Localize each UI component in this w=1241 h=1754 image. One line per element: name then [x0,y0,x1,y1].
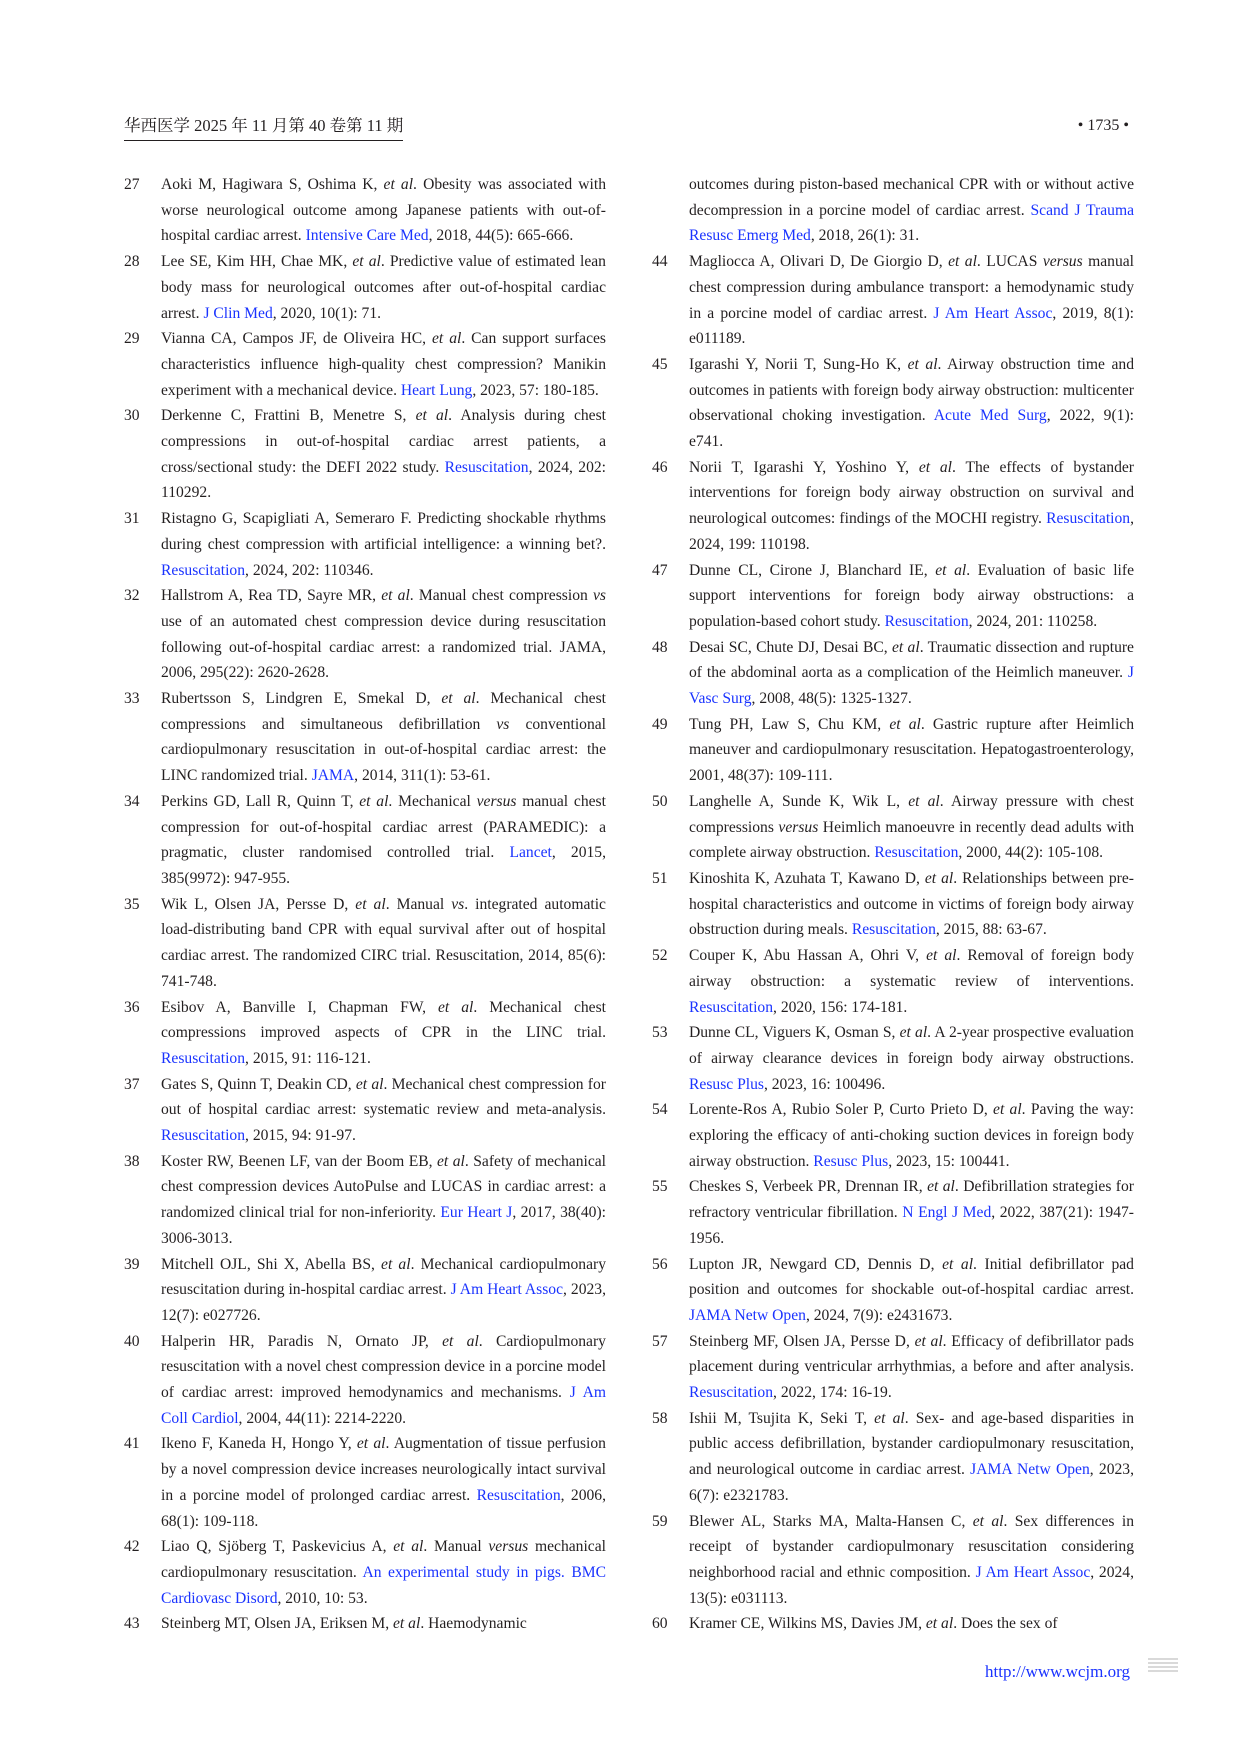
reference-number: 39 [124,1255,140,1273]
citation-text: . Safety of mechanical chest compression devices AutoPulse and LUCAS in cardiac arrest: a randomized clinical trial for non-inferiority. [161,1152,606,1222]
reference-item [652,1097,1134,1174]
citation-text: . Manual [423,1538,489,1556]
journal-link[interactable]: Resuscitation [161,561,246,579]
reference-item [652,943,1134,1020]
citation-text: Ristagno G, Scapigliati A, Semeraro F. Predicting shockable rhythms during chest compression with artificial intelligence: a winning bet?. [161,510,606,553]
journal-link[interactable]: Resuscitation [476,1486,561,1504]
citation-text: Lorente-Ros A, Rubio Soler P, Curto Prieto D, [689,1101,994,1119]
citation-text: Mitchell OJL, Shi X, Abella BS, [161,1255,382,1273]
citation-text: , 2023, 6(7): e2321783. [689,1461,1134,1504]
journal-link[interactable]: J Clin Med [203,304,273,322]
reference-number: 28 [124,253,140,271]
citation-text: . Removal of foreign body airway obstruction: a systematic review of interventions. [689,947,1135,990]
citation-text: , 2024, 7(9): e2431673. [805,1306,953,1324]
reference-text [161,506,606,583]
reference-number: 43 [124,1615,140,1633]
citation-text: Vianna CA, Campos JF, de Oliveira HC, [161,330,433,348]
reference-text [689,1252,1134,1329]
citation-text: . Efficacy of defibrillator pads placement during ventricular arrhythmias, a before and after analysis. [689,1332,1134,1376]
reference-number: 50 [652,792,668,810]
italic-text: et al [381,587,410,605]
citation-text: . Cardiopulmonary resuscitation with a novel chest compression device in a porcine model of cardiac arrest: improved hemodynamics and mechanisms. [161,1332,606,1402]
journal-link[interactable]: Eur Heart J [440,1204,513,1222]
citation-text: Aoki M, Hagiwara S, Oshima K, [161,176,384,193]
reference-number: 52 [652,947,668,965]
citation-text: , 2022, 9(1): e741. [689,407,1134,451]
reference-item [124,995,606,1072]
journal-link[interactable]: J Am Coll Cardiol [161,1384,607,1427]
journal-link[interactable]: Resuscitation [884,612,969,630]
citation-text: , 2015, 88: 63-67. [935,921,1047,939]
italic-text: et al [355,895,386,913]
page-number: • 1735 • [1077,117,1129,134]
reference-number: 59 [652,1512,668,1530]
reference-number: 34 [124,792,140,810]
citation-text: , 2022, 387(21): 1947-1956. [689,1204,1135,1247]
reference-column-right [652,172,1134,1637]
italic-text: et al [442,1332,479,1350]
journal-link[interactable]: Resuscitation [874,844,959,862]
reference-number: 56 [652,1255,668,1273]
italic-text: et al [352,253,381,271]
italic-text: et al [935,561,967,579]
reference-text [161,1072,606,1149]
italic-text: versus [778,818,819,836]
citation-text: , 2023, 16: 100496. [763,1075,886,1093]
reference-number: 55 [652,1178,668,1196]
citation-text: . Defibrillation strategies for refractory ventricular fibrillation. [689,1178,1134,1222]
journal-link[interactable]: Resuscitation [851,921,936,939]
italic-text: et al [356,1435,386,1453]
citation-text: . Paving the way: exploring the efficacy of anti-choking suction devices in foreign body airway obstruction. [689,1101,1134,1170]
citation-text: , 2023, 57: 180-185. [472,381,599,399]
citation-text: . Mechanical chest compressions improved aspects of CPR in the LINC trial. [161,998,606,1042]
reference-text [689,1509,1134,1612]
italic-text: et al [948,253,977,271]
italic-text: et al [914,1332,943,1350]
citation-text: Norii T, Igarashi Y, Yoshino Y, [689,458,919,476]
citation-text: Dunne CL, Viguers K, Osman S, [689,1024,900,1042]
reference-text [161,1252,606,1329]
journal-link[interactable]: JAMA [311,767,355,785]
reference-number: 27 [124,176,140,193]
reference-number: 36 [124,998,140,1016]
journal-link[interactable]: Heart Lung [400,381,473,399]
citation-text: manual chest compression for out-of-hospital cardiac arrest (PARAMEDIC): a pragmatic, cluster randomised controlled trial. [161,792,606,862]
reference-number: 29 [124,330,140,348]
citation-text: manual chest compression during ambulance transport: a hemodynamic study in a porcine model of cardiac arrest. [689,253,1135,322]
journal-link[interactable]: Resuscitation [161,1049,246,1067]
reference-item [124,583,606,686]
reference-text [161,1149,606,1252]
reference-item [124,789,606,892]
citation-text: . Relationships between pre-hospital characteristics and outcome in victims of foreign body airway obstruction during meals. [689,869,1134,939]
reference-number: 57 [652,1332,668,1350]
reference-item [124,172,606,249]
journal-logo-icon [1148,1658,1178,1676]
italic-text: et al [907,355,938,373]
citation-text: , 2023, 12(7): e027726. [161,1281,606,1324]
reference-item [124,249,606,326]
citation-text: . Analysis during chest compressions in out-of-hospital cardiac arrest patients, a cross/sectional study: the DEFI 2022 study. [161,407,606,476]
reference-text [689,1406,1134,1509]
reference-item [652,712,1134,789]
reference-number: 30 [124,407,140,425]
citation-text: Steinberg MT, Olsen JA, Eriksen M, [161,1615,394,1633]
citation-text: . Obesity was associated with worse neurological outcome among Japanese patients with out-of-hospital cardiac arrest. [161,176,606,245]
citation-text: , 2018, 44(5): 665-666. [428,227,574,245]
page-header [124,114,1129,142]
reference-item [124,1611,606,1637]
citation-text: , 2015, 91: 116-121. [245,1049,371,1067]
citation-text: . Manual [385,895,452,913]
journal-link[interactable]: N Engl J Med [902,1204,992,1222]
citation-text: Magliocca A, Olivari D, De Giorgio D, [689,253,949,271]
journal-link[interactable]: Scand J Trauma Resusc Emerg Med [689,201,1134,245]
reference-text [689,1611,1134,1637]
citation-text: Steinberg MF, Olsen JA, Persse D, [689,1332,915,1350]
journal-link[interactable]: Resuscitation [689,998,774,1016]
reference-number: 38 [124,1152,140,1170]
reference-number: 51 [652,869,668,887]
italic-text: versus [1042,253,1083,271]
citation-text: , 2004, 44(11): 2214-2220. [238,1409,407,1427]
citation-text: Couper K, Abu Hassan A, Ohri V, [689,947,927,965]
reference-text [161,249,606,326]
citation-text: . Predictive value of estimated lean body mass for neurological outcomes after out-of-hospital cardiac arrest. [161,253,606,322]
citation-text: . Airway pressure with chest compressions [689,792,1134,836]
italic-text: et al [393,1538,424,1556]
reference-text [161,1431,606,1534]
reference-number: 54 [652,1101,668,1119]
reference-item [652,1509,1134,1612]
reference-number: 53 [652,1024,668,1042]
reference-item [124,1149,606,1252]
journal-link[interactable]: J Am Heart Assoc [975,1563,1091,1581]
reference-item [652,1406,1134,1509]
italic-text: versus [476,792,517,810]
citation-text: Langhelle A, Sunde K, Wik L, [689,792,909,810]
italic-text: et al [393,1615,421,1633]
citation-text: , 2023, 15: 100441. [888,1152,1010,1170]
citation-text: . Airway obstruction time and outcomes in patients with foreign body airway obstruction: multicenter observational choking investigation. [689,355,1134,425]
citation-text: Koster RW, Beenen LF, van der Boom EB, [161,1152,438,1170]
journal-url-link[interactable]: http://www.wcjm.org [985,1662,1130,1681]
reference-text [161,789,606,892]
reference-item [652,1329,1134,1406]
citation-text: . A 2-year prospective evaluation of airway clearance devices in foreign body airway obstructions. [689,1024,1134,1067]
reference-text [161,403,606,506]
reference-column-left [124,172,606,1637]
citation-text: . Sex- and age-based disparities in public access defibrillation, bystander cardiopulmonary resuscitation, and neurological outcome in cardiac arrest. [689,1409,1134,1479]
journal-link[interactable]: J Am Heart Assoc [450,1281,564,1299]
reference-text [161,326,606,403]
reference-number: 42 [124,1538,140,1556]
reference-number: 33 [124,690,140,708]
reference-item [652,1252,1134,1329]
citation-text: , 2014, 311(1): 53-61. [354,767,491,785]
journal-link[interactable]: JAMA Netw Open [970,1461,1090,1479]
reference-item [652,1611,1134,1637]
reference-number: 48 [652,638,668,656]
italic-text: et al [908,792,940,810]
reference-number: 35 [124,895,140,913]
journal-info: 华西医学 2025 年 11 月第 40 卷第 11 期 [124,114,403,141]
italic-text: et al [926,947,957,965]
italic-text: et al [441,690,476,708]
citation-text: outcomes during piston-based mechanical CPR with or without active decompression in a porcine model of cardiac arrest. [689,176,1134,219]
italic-text: et al [874,1409,905,1427]
reference-text [161,172,606,249]
citation-text: mechanical cardiopulmonary resuscitation. [161,1538,606,1581]
citation-text: , 2008, 48(5): 1325-1327. [751,690,912,708]
italic-text: et al [925,1615,954,1633]
reference-text [689,352,1134,455]
reference-item [652,866,1134,943]
reference-text [161,995,606,1072]
citation-text: , 2024, 201: 110258. [968,612,1098,630]
reference-item [124,1329,606,1432]
reference-number: 45 [652,355,668,373]
citation-text: , 2024, 202: 110292. [161,458,606,502]
citation-text: conventional cardiopulmonary resuscitation in out-of-hospital cardiac arrest: the LINC randomized trial. [161,715,607,785]
reference-text [161,1611,606,1637]
journal-link[interactable]: Resuscitation [161,1127,246,1145]
citation-text: . Sex differences in receipt of bystander cardiopulmonary resuscitation considering neighborhood racial and ethnic composition. [689,1512,1134,1581]
reference-text [689,249,1134,352]
citation-text: , 2024, 199: 110198. [689,510,1134,553]
journal-link[interactable]: Acute Med Surg [933,407,1047,425]
citation-text: , 2020, 10(1): 71. [272,304,382,322]
reference-text [689,1174,1134,1251]
reference-number: 40 [124,1332,140,1350]
citation-text: Gates S, Quinn T, Deakin CD, [161,1075,356,1093]
citation-text: , 2024, 13(5): e031113. [689,1563,1134,1607]
citation-text: . Does the sex of [953,1615,1058,1633]
reference-item [652,1174,1134,1251]
reference-number: 58 [652,1409,668,1427]
citation-text: Derkenne C, Frattini B, Menetre S, [161,407,416,425]
citation-text: Lee SE, Kim HH, Chae MK, [161,253,353,271]
italic-text: et al [437,1152,465,1170]
journal-link[interactable]: Intensive Care Med [305,227,429,245]
reference-text [689,172,1134,249]
citation-text: Ishii M, Tsujita K, Seki T, [689,1409,875,1427]
reference-text [689,1097,1134,1174]
journal-link[interactable]: Resusc Plus [689,1075,764,1093]
italic-text: et al [889,715,921,733]
reference-item [652,172,1134,249]
journal-link[interactable]: Resuscitation [1046,510,1131,528]
italic-text: et al [924,869,954,887]
reference-item [652,635,1134,712]
reference-text [689,943,1134,1020]
reference-number [652,172,689,249]
citation-text: Halperin HR, Paradis N, Ornato JP, [161,1332,443,1350]
reference-text [161,686,606,789]
citation-text: Esibov A, Banville I, Chapman FW, [161,998,439,1016]
citation-text: , 2024, 202: 110346. [245,561,374,579]
italic-text: et al [438,998,474,1016]
italic-text: et al [383,176,414,193]
citation-text: . Mechanical chest compressions and simultaneous defibrillation [161,690,606,733]
citation-text: Lupton JR, Newgard CD, Dennis D, [689,1255,943,1273]
citation-text: Liao Q, Sjöberg T, Paskevicius A, [161,1538,394,1556]
citation-text: . Gastric rupture after Heimlich maneuver and cardiopulmonary resuscitation. Hepatogastroenterology, 2001, 48(37): 109-111. [689,715,1135,785]
citation-text: . Mechanical [388,792,477,810]
reference-item [124,686,606,789]
reference-text [161,892,606,995]
reference-number: 46 [652,458,668,476]
reference-item [652,249,1134,352]
reference-number: 32 [124,587,140,605]
citation-text: Tung PH, Law S, Chu KM, [689,715,890,733]
italic-text: et al [942,1255,974,1273]
reference-item [124,326,606,403]
citation-text: , 2006, 68(1): 109-118. [161,1486,606,1530]
citation-text: , 2019, 8(1): e011189. [689,304,1135,348]
citation-text: , 2015, 385(9972): 947-955. [161,844,606,887]
citation-text: . Mechanical cardiopulmonary resuscitation during in-hospital cardiac arrest. [161,1255,606,1299]
reference-text [689,789,1134,866]
reference-text [689,712,1134,789]
reference-item [652,789,1134,866]
reference-text [689,1329,1134,1406]
reference-item [124,1252,606,1329]
italic-text: et al [993,1101,1022,1119]
reference-number: 49 [652,715,668,733]
citation-text: Rubertsson S, Lindgren E, Smekal D, [161,690,442,708]
citation-text: Kramer CE, Wilkins MS, Davies JM, [689,1615,926,1633]
citation-text: , 2018, 26(1): 31. [810,227,920,245]
reference-number: 41 [124,1435,140,1453]
italic-text: et al [415,407,449,425]
reference-item [652,352,1134,455]
reference-number: 60 [652,1615,668,1633]
reference-item [124,892,606,995]
reference-text [689,866,1134,943]
reference-text [689,558,1134,635]
citation-text: Hallstrom A, Rea TD, Sayre MR, [161,587,382,605]
journal-link[interactable]: Resuscitation [444,458,529,476]
citation-text: , 2015, 94: 91-97. [245,1127,356,1145]
journal-link[interactable]: J Am Heart Assoc [933,304,1053,322]
citation-text: . Can support surfaces characteristics influence high-quality chest compression? Manikin experiment with a mechanical device. [161,330,606,399]
citation-text: , 2020, 156: 174-181. [773,998,908,1016]
italic-text: versus [488,1538,529,1556]
reference-text [689,635,1134,712]
italic-text: et al [432,330,462,348]
citation-text: . Mechanical chest compression for out of hospital cardiac arrest: systematic review and meta-analysis. [161,1075,606,1119]
journal-link[interactable]: JAMA Netw Open [689,1306,806,1324]
citation-text: Dunne CL, Cirone J, Blanchard IE, [689,561,936,579]
reference-number: 37 [124,1075,140,1093]
reference-text [161,1329,606,1432]
italic-text: et al [918,458,953,476]
italic-text: et al [972,1512,1004,1530]
citation-text: Blewer AL, Starks MA, Malta-Hansen C, [689,1512,973,1530]
reference-text [689,455,1134,558]
citation-text: Wik L, Olsen JA, Persse D, [161,895,356,913]
citation-text: Desai SC, Chute DJ, Desai BC, [689,638,892,656]
citation-text: , 2022, 174: 16-19. [773,1384,892,1402]
journal-link[interactable]: Resuscitation [689,1384,774,1402]
citation-text: . LUCAS [976,253,1043,271]
reference-text [161,1534,606,1611]
italic-text: vs [496,715,510,733]
reference-item [124,1431,606,1534]
citation-text: Kinoshita K, Azuhata T, Kawano D, [689,869,925,887]
journal-link[interactable]: Lancet [509,844,552,862]
citation-text: . Traumatic dissection and rupture of the abdominal aorta as a complication of the Heimlich maneuver. [689,638,1134,682]
italic-text: et al [892,638,920,656]
italic-text: vs [593,587,606,605]
citation-text: , 2010, 10: 53. [277,1589,368,1607]
italic-text: et al [359,792,389,810]
journal-link[interactable]: An experimental study in pigs. BMC Cardiovasc Disord [161,1563,607,1607]
citation-text: Perkins GD, Lall R, Quinn T, [161,792,360,810]
citation-text: . Initial defibrillator pad position and outcomes for shockable out-of-hospital cardiac arrest. [689,1255,1134,1299]
citation-text: Heimlich manoeuvre in recently dead adults with complete airway obstruction. [689,818,1134,862]
italic-text: et al [381,1255,411,1273]
citation-text: use of an automated chest compression device during resuscitation following out-of-hospital cardiac arrest: a randomized trial. JAMA, 2006, 295(22): 2620-2628. [161,612,606,682]
citation-text: Cheskes S, Verbeek PR, Drennan IR, [689,1178,928,1196]
reference-item [652,1020,1134,1097]
citation-text: Ikeno F, Kaneda H, Hongo Y, [161,1435,357,1453]
reference-item [124,1534,606,1611]
citation-text: Igarashi Y, Norii T, Sung-Ho K, [689,355,908,373]
reference-item [124,506,606,583]
journal-link[interactable]: J Vasc Surg [689,664,1134,708]
reference-text [689,1020,1134,1097]
italic-text: et al [355,1075,384,1093]
reference-number: 31 [124,510,140,528]
reference-text [161,583,606,686]
citation-text: . integrated automatic load-distributing band CPR with equal survival after out of hospital cardiac arrest. The randomized CIRC trial. Resuscitation, 2014, 85(6): 741-748. [161,895,606,990]
reference-item [124,403,606,506]
italic-text: vs [451,895,465,913]
citation-text: . Augmentation of tissue perfusion by a novel compression device increases neurologically intact survival in a porcine model of prolonged cardiac arrest. [161,1435,606,1504]
citation-text: . Manual chest compression [409,587,593,605]
reference-number: 47 [652,561,668,579]
italic-text: et al [927,1178,955,1196]
citation-text: . Haemodynamic [420,1615,527,1633]
citation-text: . Evaluation of basic life support interventions for foreign body airway obstructions: a population-based cohort study. [689,561,1134,630]
reference-item [652,455,1134,558]
citation-text: , 2017, 38(40): 3006-3013. [161,1204,606,1247]
citation-text: . The effects of bystander interventions for foreign body airway obstruction on survival and neurological outcomes: findings of the MOCHI registry. [689,458,1134,528]
reference-item [124,1072,606,1149]
italic-text: et al [899,1024,928,1042]
journal-link[interactable]: Resusc Plus [813,1152,889,1170]
reference-item [652,558,1134,635]
citation-text: , 2000, 44(2): 105-108. [958,844,1104,862]
reference-number: 44 [652,253,668,271]
